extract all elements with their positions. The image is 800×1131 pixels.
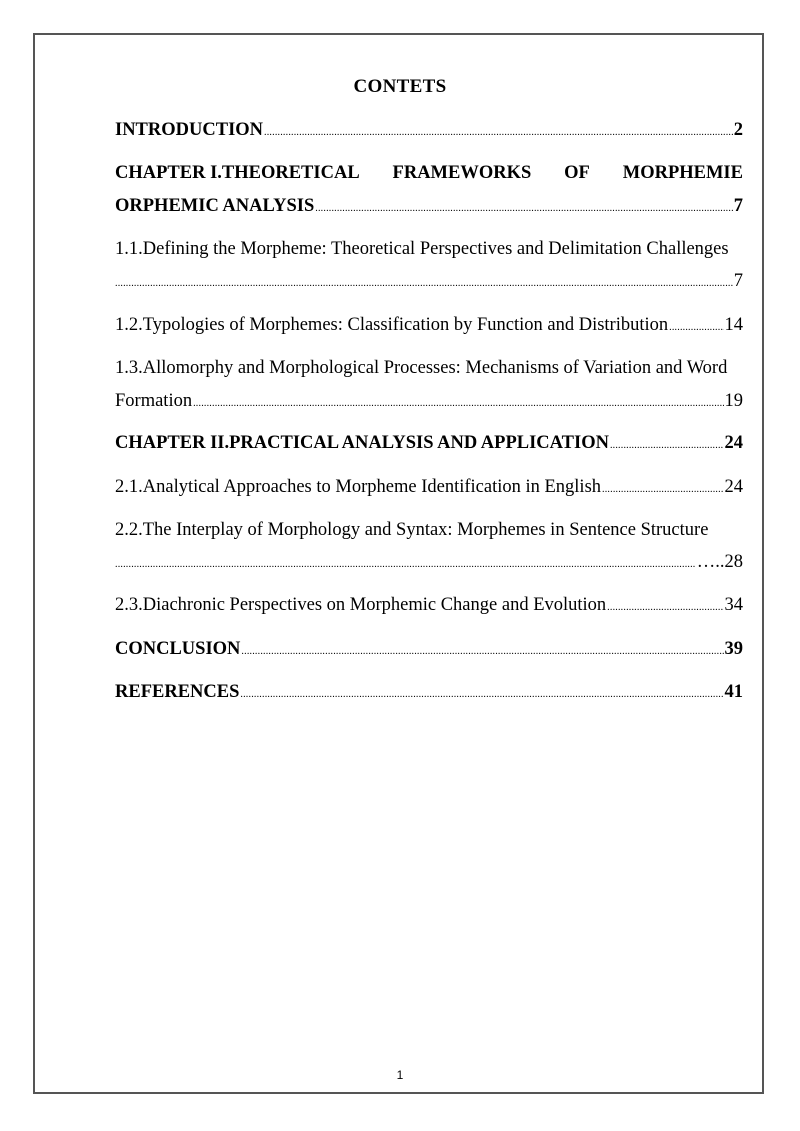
toc-entry-2-3[interactable] bbox=[115, 594, 743, 619]
toc-entry-text: CHAPTER II.PRACTICAL ANALYSIS AND APPLICATION bbox=[115, 433, 609, 453]
toc-entry-chapter-2[interactable] bbox=[115, 432, 743, 457]
toc-entry-text: REFERENCES bbox=[115, 682, 240, 702]
dot-leader bbox=[115, 554, 696, 576]
toc-entry-1-3-cont[interactable] bbox=[115, 390, 743, 415]
toc-entry-page: 14 bbox=[724, 315, 743, 335]
toc-entry-text: 1.2.Typologies of Morphemes: Classification by Function and Distribution bbox=[115, 315, 669, 335]
page-number: 1 bbox=[396, 1068, 404, 1082]
toc-word: CHAPTER I.THEORETICAL bbox=[115, 163, 360, 183]
dot-leader bbox=[240, 684, 723, 706]
toc-entry-2-2-cont[interactable] bbox=[115, 551, 743, 576]
dot-leader bbox=[602, 479, 723, 501]
toc-entry-page: 7 bbox=[733, 196, 743, 216]
toc-word: MORPHEMIE bbox=[622, 163, 743, 183]
toc-entry-text: 1.1.Defining the Morpheme: Theoretical Perspectives and Delimitation Challenges bbox=[115, 239, 729, 259]
toc-entry-line bbox=[115, 162, 743, 184]
toc-entry-1-1-cont[interactable] bbox=[115, 270, 743, 295]
toc-entry-2-1[interactable] bbox=[115, 476, 743, 501]
toc-entry-2-2[interactable] bbox=[115, 519, 743, 541]
toc-entry-page: 41 bbox=[724, 682, 743, 702]
dot-leader bbox=[264, 122, 733, 144]
toc-entry-page: 19 bbox=[724, 391, 743, 411]
toc-entry-page: 24 bbox=[724, 433, 743, 453]
toc-entry-1-2[interactable] bbox=[115, 314, 743, 339]
toc-entry-text: INTRODUCTION bbox=[115, 120, 264, 140]
toc-entry-page: …..28 bbox=[696, 552, 743, 572]
dot-leader bbox=[241, 641, 723, 663]
toc-entry-page: 39 bbox=[724, 639, 743, 659]
dot-leader bbox=[607, 597, 723, 619]
dot-leader bbox=[193, 393, 723, 415]
toc-entry-text: Formation bbox=[115, 391, 193, 411]
toc-entry-1-3[interactable] bbox=[115, 357, 743, 379]
toc-word: OF bbox=[564, 163, 590, 183]
toc-entry-chapter-1[interactable] bbox=[115, 162, 743, 184]
toc-entry-text: 2.2.The Interplay of Morphology and Syntax: Morphemes in Sentence Structure bbox=[115, 520, 709, 540]
toc-entry-page: 24 bbox=[724, 477, 743, 497]
toc-entry-conclusion[interactable] bbox=[115, 638, 743, 663]
toc-word: FRAMEWORKS bbox=[392, 163, 532, 183]
dot-leader bbox=[115, 273, 733, 295]
toc-entry-text: 1.3.Allomorphy and Morphological Processes: Mechanisms of Variation and Word bbox=[115, 358, 728, 378]
toc-entry-text: ORPHEMIC ANALYSIS bbox=[115, 196, 315, 216]
toc-entry-page: 2 bbox=[733, 120, 743, 140]
toc-entry-text: CONCLUSION bbox=[115, 639, 241, 659]
toc-entry-chapter-1-cont[interactable] bbox=[115, 195, 743, 220]
toc-title: CONTETS bbox=[353, 76, 447, 97]
toc-entry-page: 34 bbox=[724, 595, 743, 615]
toc-entry-references[interactable] bbox=[115, 681, 743, 706]
dot-leader bbox=[315, 198, 732, 220]
toc-entry-text: 2.1.Analytical Approaches to Morpheme Identification in English bbox=[115, 477, 602, 497]
toc-entry-page: 7 bbox=[733, 271, 743, 291]
toc-entry-1-1[interactable] bbox=[115, 238, 743, 260]
dot-leader bbox=[669, 317, 723, 339]
toc-entry-text: 2.3.Diachronic Perspectives on Morphemic Change and Evolution bbox=[115, 595, 607, 615]
dot-leader bbox=[610, 435, 724, 457]
toc-entry-introduction[interactable] bbox=[115, 119, 743, 144]
